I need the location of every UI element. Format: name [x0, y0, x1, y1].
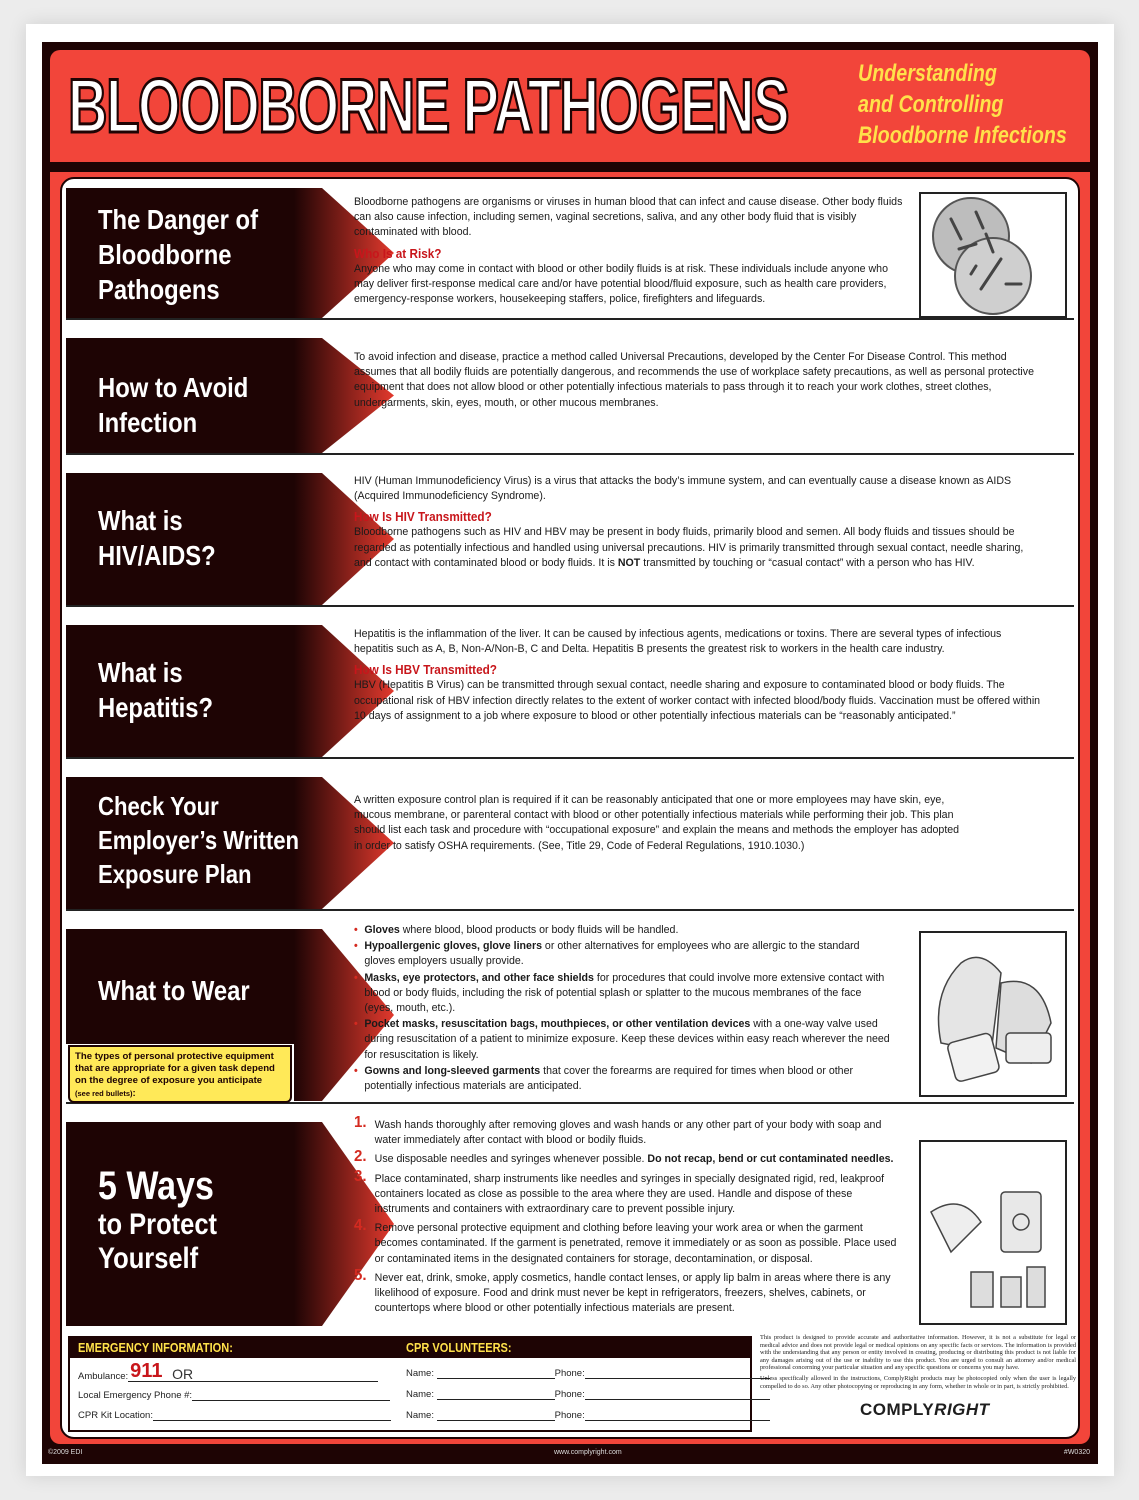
section-title: [98, 370, 248, 440]
ppe-note: [68, 1045, 292, 1103]
section-title: [98, 655, 213, 725]
section-body: [354, 923, 890, 1095]
field-label: Phone:: [554, 1368, 585, 1379]
paragraph: A written exposure control plan is required if it can be reasonably anticipated that one or more employees may have skin, eye, mucous membrane, or parenteral contact with blood or other potentially infectious materials while performing their job. This plan should list each task and procedure with “occupational exposure” and explain the means and methods the employer has adopted in order to satisfy OSHA requirements. (See, Title 29, Code of Federal Regulations, 1910.1030.): [354, 794, 960, 852]
step-item: [354, 1217, 899, 1267]
microscope-pathogens-illustration: [919, 192, 1067, 318]
section-title: [98, 789, 299, 891]
protection-steps: [354, 1114, 899, 1316]
text: transmitted by touching or “casual contact” with a person who has HIV.: [640, 556, 975, 569]
complyright-logo: [860, 1400, 990, 1420]
footer: [42, 1444, 1098, 1462]
item-text: with a one-way valve used during resuscitation of a patient to minimize exposure. Keep these devices within easy reach wherever the need for resuscitation is likely.: [364, 1018, 890, 1061]
step-number: 2.: [354, 1148, 367, 1166]
step-number: 1.: [354, 1114, 367, 1131]
item-bold: Gloves: [364, 924, 400, 936]
section-title: [98, 1164, 217, 1276]
cpr-volunteer-row[interactable]: [406, 1410, 770, 1421]
title-line: Exposure Plan: [98, 859, 252, 889]
step-text: Place contaminated, sharp instruments like needles and syringes in specially designated rigid, red, leakproof containers located as close as possible to the area where they are used. Handle and dispose of these instruments and containers with extraordinary care to prevent possible injury.: [374, 1172, 885, 1216]
section-title: [98, 503, 216, 573]
biohazard-disposal-illustration: [919, 1140, 1067, 1325]
subheading: How Is HIV Transmitted?: [354, 510, 492, 525]
paragraph: HIV (Human Immunodeficiency Virus) is a virus that attacks the body’s immune system, and can eventually cause a disease known as AIDS (Acquired Immunodeficiency Syndrome).: [354, 475, 1012, 503]
item-text: where blood, blood products or body fluids will be handled.: [399, 924, 679, 936]
cpr-volunteer-row[interactable]: [406, 1389, 770, 1400]
field-label: Phone:: [554, 1389, 585, 1400]
section-hepatitis: [66, 617, 1074, 759]
item-bold: Masks, eye protectors, and other face shields: [364, 971, 594, 984]
step-item: [354, 1167, 899, 1218]
title-line: HIV/AIDS?: [98, 540, 216, 571]
step-number: 4.: [354, 1217, 367, 1235]
item-text: for procedures that could involve more extensive contact with blood or body fluids, including the risk of potential splash or splatter to the mucous membranes of the face (eyes, mouth, etc.).: [364, 971, 885, 1015]
logo-text: RIGHT: [934, 1400, 990, 1419]
section-body: [354, 195, 904, 307]
header-divider: [42, 162, 1098, 172]
title-line: What to Wear: [98, 975, 250, 1006]
field-label: Name:: [406, 1389, 434, 1400]
note-small: (see red bullets): [75, 1088, 133, 1098]
ambulance-field: [78, 1360, 378, 1382]
field-label: Ambulance:: [78, 1371, 129, 1382]
emergency-heading: EMERGENCY INFORMATION:: [78, 1340, 233, 1355]
note-colon: :: [132, 1087, 136, 1099]
subheading: How Is HBV Transmitted?: [354, 663, 497, 678]
subtitle-line: Understanding: [858, 60, 997, 87]
title-line: Check Your: [98, 791, 219, 821]
step-text: Wash hands thoroughly after removing gloves and wash hands or any other part of your body with soap and water immediately after contact with blood or bodily fluids.: [374, 1119, 882, 1147]
section-body: [354, 1114, 899, 1320]
list-item: [354, 923, 890, 938]
list-item: [354, 971, 890, 1017]
item-bold: Gowns and long-sleeved garments: [364, 1064, 541, 1077]
section-danger: [66, 180, 1074, 320]
logo-text: COMPLY: [860, 1400, 935, 1419]
disclaimer-paragraph: This product is designed to provide accurate and authoritative information. However, it is not a substitute for legal or medical advice and does not provide legal or medical opinions on any specific facts or services. The information is provided with the understanding that any person or entity involved in creating, producing or distributing this product is not liable for any damages arising out of the use or inability to use this product. You are urged to consult an attorney and/or medical professional concerning your particular situation and any specific questions or concerns you may have.: [760, 1334, 1076, 1372]
section-five-ways: [66, 1114, 1074, 1326]
paragraph: [354, 525, 1040, 571]
product-code: #W0320: [1063, 1449, 1090, 1456]
item-text: or other alternatives for employees who are allergic to the standard gloves employers usually provide.: [364, 940, 860, 968]
emergency-header: [70, 1338, 750, 1358]
section-title: [98, 973, 250, 1008]
copyright: ©2009 EDI: [48, 1449, 83, 1456]
field-label: Name:: [406, 1368, 434, 1379]
legal-disclaimer: [760, 1334, 1076, 1393]
paragraph: Hepatitis is the inflammation of the liver. It can be caused by infectious agents, medications or toxins. There are several types of infectious hepatitis such as A, B, Non-A/Non-B, C and Delta. Hepatitis B presents the greatest risk to workers in the health care industry.: [354, 628, 1002, 656]
header: [50, 50, 1090, 160]
title-line: Bloodborne: [98, 239, 232, 270]
step-bold: Do not recap, bend or cut contaminated needles.: [647, 1153, 894, 1166]
step-text: Use disposable needles and syringes whenever possible.: [374, 1153, 648, 1166]
title-line: The Danger of: [98, 204, 258, 235]
poster-subtitle: [858, 58, 1067, 151]
list-item: [354, 1064, 890, 1094]
section-body: [354, 793, 965, 854]
ppe-list: [354, 923, 890, 1094]
list-item: [354, 1017, 890, 1063]
note-text: The types of personal protective equipment that are appropriate for a given task depend on the degree of exposure you anticipate: [75, 1051, 275, 1087]
poster-title: BLOODBORNE PATHOGENS: [68, 64, 789, 149]
disclaimer-paragraph: Unless specifically allowed in the instructions, ComplyRight products may be photocopied only when the user is legally compelled to do so. Any other photocopying or reproducing in any form, whether in whole or in part, is strictly prohibited.: [760, 1374, 1076, 1390]
title-line: 5 Ways: [98, 1164, 214, 1208]
title-line: Pathogens: [98, 274, 220, 305]
section-body: [354, 627, 1040, 724]
emphasis: NOT: [617, 556, 641, 569]
local-emergency-phone-field[interactable]: [78, 1390, 390, 1401]
item-bold: Pocket masks, resuscitation bags, mouthpieces, or other ventilation devices: [364, 1018, 751, 1031]
cpr-heading: CPR VOLUNTEERS:: [406, 1340, 512, 1355]
field-label: Local Emergency Phone #:: [78, 1390, 193, 1401]
emergency-information-panel: [68, 1336, 752, 1432]
step-item: [354, 1114, 899, 1148]
item-text: that cover the forearms are required for times when blood or other potentially infectious materials are anticipated.: [364, 1064, 854, 1093]
title-line: Employer’s Written: [98, 825, 299, 855]
subheading: Who Is at Risk?: [354, 246, 442, 261]
step-text: Remove personal protective equipment and clothing before leaving your work area or when the garment becomes contaminated. If the garment is penetrated, remove it immediately or as soon as possible. Place used or contaminated items in the designated containers for storage, decontamination, or disposal.: [374, 1222, 897, 1265]
subtitle-line: Bloodborne Infections: [858, 122, 1067, 149]
title-line: to Protect: [98, 1208, 218, 1241]
step-text: Never eat, drink, smoke, apply cosmetics, handle contact lenses, or apply lip balm in areas where there is any likelihood of exposure. Food and drink must never be kept in refrigerators, freezers, shelves, cabinets, or countertops where blood or other potentially infectious materials are present.: [374, 1271, 891, 1315]
title-line: Hepatitis?: [98, 692, 214, 723]
step-number: 5.: [354, 1266, 367, 1284]
step-number: 3.: [354, 1167, 367, 1185]
field-label: CPR Kit Location:: [78, 1410, 153, 1421]
step-item: [354, 1266, 899, 1317]
text: Bloodborne pathogens such as HIV and HBV may be present in body fluids, primarily blood and semen. All body fluids and tissues should be regarded as potentially infectious and handled using universal precautions. HIV is primarily transmitted through sexual contact, needle sharing, and contact with contaminated blood or body fluids. It is: [354, 526, 1024, 569]
paragraph: Bloodborne pathogens are organisms or viruses in human blood that can infect and cause disease. Other body fluids can also cause infection, including semen, vaginal secretions, saliva, and any other body fluid that is visibly contaminated with blood.: [354, 196, 903, 239]
field-label: Phone:: [554, 1410, 585, 1421]
subtitle-line: and Controlling: [858, 91, 1004, 118]
ambulance-number: 911: [130, 1360, 163, 1382]
list-item: [354, 939, 890, 969]
cpr-kit-location-field[interactable]: [78, 1410, 391, 1421]
section-body: [354, 474, 1040, 571]
section-hiv-aids: [66, 465, 1074, 607]
item-bold: Hypoallergenic gloves, glove liners: [364, 940, 542, 953]
title-line: What is: [98, 505, 183, 536]
website-link[interactable]: www.complyright.com: [554, 1449, 622, 1456]
cpr-volunteer-row[interactable]: [406, 1368, 770, 1379]
title-line: Yourself: [98, 1242, 199, 1275]
paragraph: To avoid infection and disease, practice a method called Universal Precautions, developed by the Center For Disease Control. This method assumes that all bodily fluids are potentially dangerous, and recommends the use of workplace safety precautions, as well as personal protective equipment that does not allow blood or other potentially infectious materials to pass through it to reach your work clothes, street clothes, undergarments, skin, eyes, mouth, or other mucous membranes.: [354, 351, 1035, 409]
title-line: Infection: [98, 407, 198, 438]
paragraph: HBV (Hepatitis B Virus) can be transmitted through sexual contact, needle sharing and exposure to contaminated blood or body fluids. The occupational risk of HBV infection directly relates to the extent of worker contact with infected blood/body fluids. Vaccination must be offered within 10 days of assignment to a job where exposure to blood or other potentially infectious materials can be “reasonably anticipated.”: [354, 679, 1041, 722]
section-avoid-infection: [66, 330, 1074, 455]
title-line: How to Avoid: [98, 372, 249, 403]
field-label: Name:: [406, 1410, 434, 1421]
paragraph: Anyone who may come in contact with blood or other bodily fluids is at risk. These individuals include anyone who may deliver first-response medical care and/or have potential blood/fluid exposure, such as health care providers, emergency-response workers, housekeeping staffers, police, firefighters and lifeguards.: [354, 262, 889, 306]
title-line: What is: [98, 657, 183, 688]
ambulance-or: OR: [172, 1366, 194, 1382]
section-title: [98, 202, 258, 307]
step-item: [354, 1148, 899, 1167]
section-exposure-plan: [66, 769, 1074, 911]
protective-equipment-illustration: [919, 931, 1067, 1097]
section-body: [354, 350, 1040, 411]
